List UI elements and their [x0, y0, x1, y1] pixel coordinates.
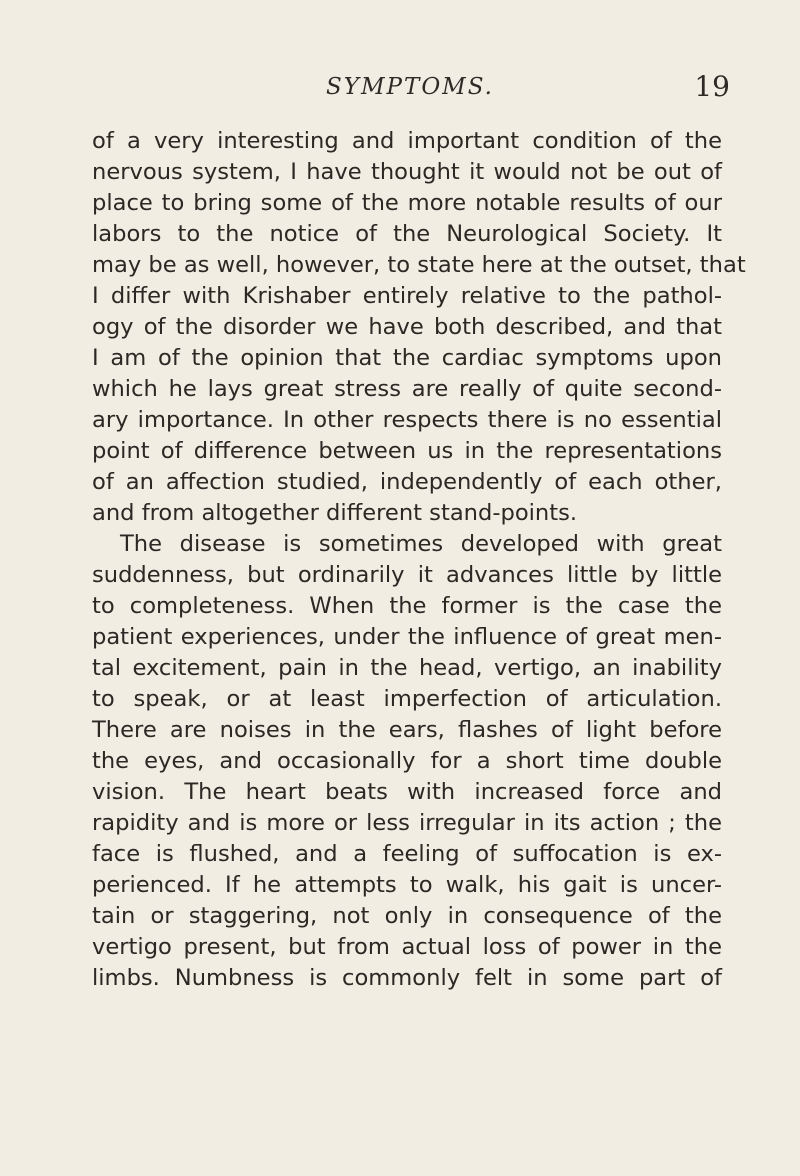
text-line: perienced. If he attempts to walk, his gait is uncer-	[92, 872, 722, 898]
text-line: I differ with Krishaber entirely relative to the pathol-	[92, 283, 722, 309]
text-line: vertigo present, but from actual loss of power in the	[92, 934, 722, 960]
text-line: face is flushed, and a feeling of suffocation is ex-	[92, 841, 722, 867]
text-line: The disease is sometimes developed with great	[120, 531, 722, 557]
text-line: which he lays great stress are really of quite second-	[92, 376, 722, 402]
text-line: to completeness. When the former is the case the	[92, 593, 722, 619]
text-line: I am of the opinion that the cardiac symptoms upon	[92, 345, 722, 371]
text-line: place to bring some of the more notable results of our	[92, 190, 722, 216]
text-line: of a very interesting and important condition of the	[92, 128, 722, 154]
body-text	[92, 126, 746, 994]
text-line: ary importance. In other respects there is no essential	[92, 407, 722, 433]
text-line: rapidity and is more or less irregular in its action ; the	[92, 810, 722, 836]
text-line: There are noises in the ears, flashes of light before	[92, 717, 722, 743]
text-line: and from altogether different stand-points.	[92, 500, 578, 526]
text-line: tain or staggering, not only in consequence of the	[92, 903, 722, 929]
text-line: tal excitement, pain in the head, vertigo, an inability	[92, 655, 722, 681]
running-title: SYMPTOMS.	[326, 74, 494, 100]
text-line: the eyes, and occasionally for a short time double	[92, 748, 722, 774]
text-line: of an affection studied, independently of each other,	[92, 469, 722, 495]
text-line: to speak, or at least imperfection of articulation.	[92, 686, 722, 712]
text-line: limbs. Numbness is commonly felt in some part of	[92, 965, 722, 991]
running-head	[90, 66, 730, 106]
text-line: nervous system, I have thought it would not be out of	[92, 159, 722, 185]
text-line: labors to the notice of the Neurological Society. It	[92, 221, 722, 247]
page-number: 19	[694, 70, 730, 103]
text-line: patient experiences, under the influence of great men-	[92, 624, 722, 650]
text-line: suddenness, but ordinarily it advances little by little	[92, 562, 722, 588]
text-line: point of difference between us in the representations	[92, 438, 722, 464]
text-line: ogy of the disorder we have both described, and that	[92, 314, 722, 340]
text-line: vision. The heart beats with increased force and	[92, 779, 722, 805]
text-line: may be as well, however, to state here at the outset, that	[92, 252, 746, 278]
